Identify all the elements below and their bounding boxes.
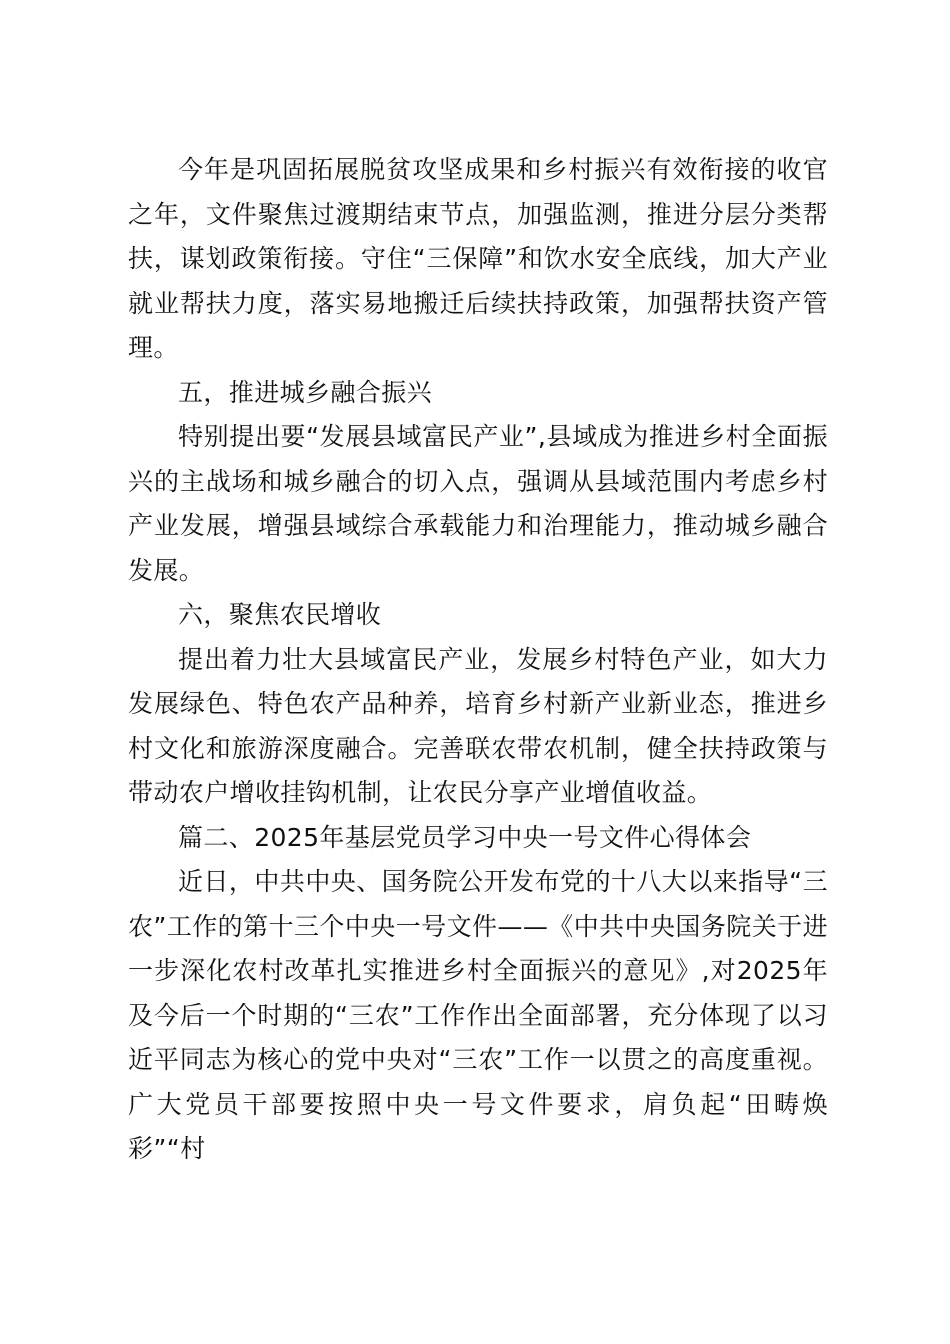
section-heading-farmer-income: 六，聚焦农民增收 bbox=[178, 600, 382, 629]
article-title-part-two: 篇二、2025年基层党员学习中央一号文件心得体会 bbox=[178, 822, 752, 852]
paragraph-county-industry: 特别提出要“发展县域富民产业”,县域成为推进乡村全面振兴的主战场和城乡融合的切入点，强调从县域范围内考虑乡村产业发展，增强县域综合承载能力和治理能力，推动城乡融合发展。 bbox=[128, 422, 828, 585]
paragraph-no1-document: 近日，中共中央、国务院公开发布党的十八大以来指导“三农”工作的第十三个中央一号文件——《中共中央国务院关于进一步深化农村改革扎实推进乡村全面振兴的意见》,对2025年及今后一个时期的“三农”工作作出全面部署，充分体现了以习近平同志为核心的党中央对“三农”工作一以贯之的高度重视。广大党员干部要按照中央一号文件要求，肩负起“田畴焕彩”“村 bbox=[128, 867, 829, 1163]
paragraph-farmer-income: 提出着力壮大县域富民产业，发展乡村特色产业，如大力发展绿色、特色农产品种养，培育乡村新产业新业态，推进乡村文化和旅游深度融合。完善联农带农机制，健全扶持政策与带动农户增收挂钩机制，让农民分享产业增值收益。 bbox=[128, 644, 828, 807]
document-body bbox=[128, 148, 828, 1172]
section-heading-urban-rural: 五，推进城乡融合振兴 bbox=[178, 377, 433, 407]
paragraph-poverty-alleviation: 今年是巩固拓展脱贫攻坚成果和乡村振兴有效衔接的收官之年，文件聚焦过渡期结束节点，加强监测，推进分层分类帮扶，谋划政策衔接。守住“三保障”和饮水安全底线，加大产业就业帮扶力度，落实易地搬迁后续扶持政策，加强帮扶资产管理。 bbox=[128, 155, 828, 362]
